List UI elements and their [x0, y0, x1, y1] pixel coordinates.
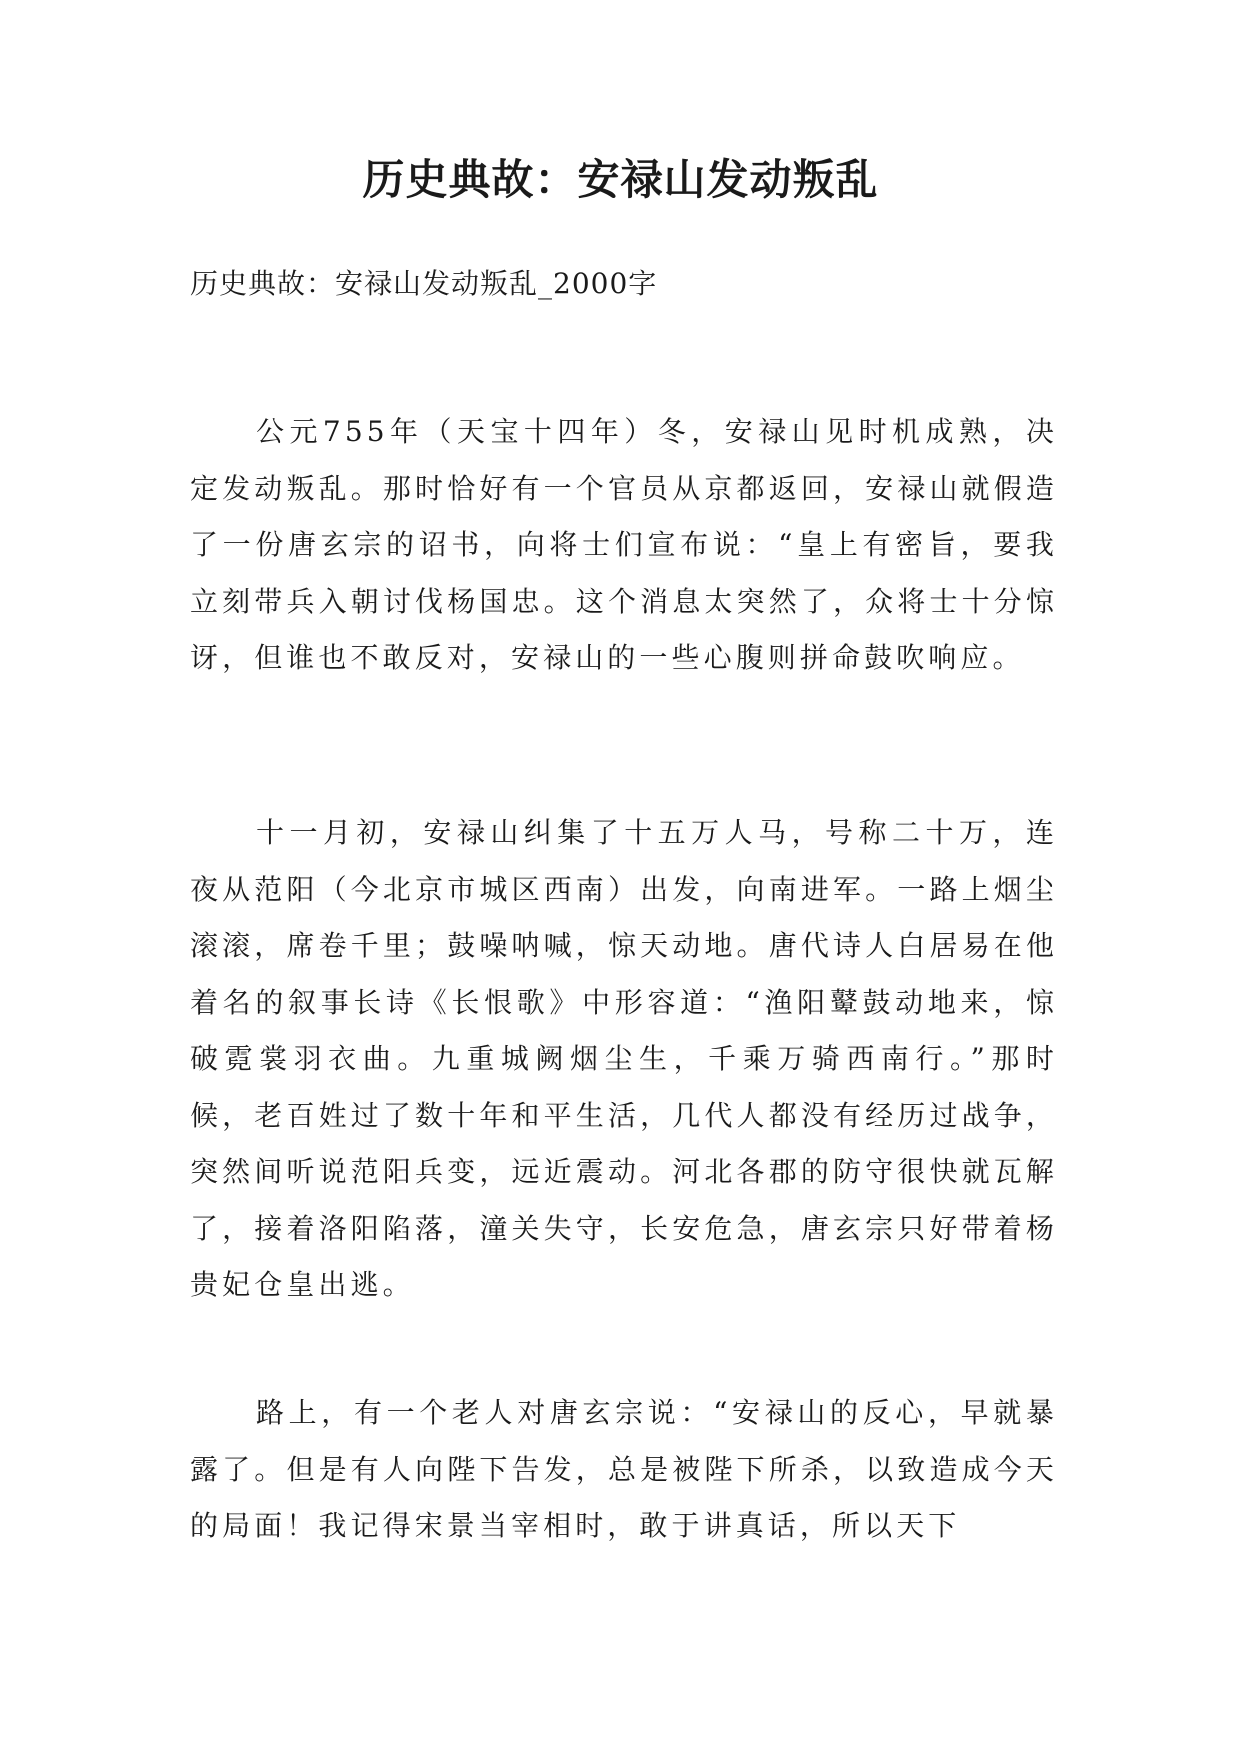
- paragraph-1: 公元755年（天宝十四年）冬，安禄山见时机成熟，决定发动叛乱。那时恰好有一个官员从京都返回，安禄山就假造了一份唐玄宗的诏书，向将士们宣布说：“皇上有密旨，要我立刻带兵入朝讨伐杨国忠。这个消息太突然了，众将士十分惊讶，但谁也不敢反对，安禄山的一些心腹则拼命鼓吹响应。: [190, 415, 1058, 674]
- paragraph-3: 路上，有一个老人对唐玄宗说：“安禄山的反心，早就暴露了。但是有人向陛下告发，总是被陛下所杀，以致造成今天的局面！我记得宋景当宰相时，敢于讲真话，所以天下: [190, 1396, 1058, 1542]
- paragraph-2: 十一月初，安禄山纠集了十五万人马，号称二十万，连夜从范阳（今北京市城区西南）出发，向南进军。一路上烟尘滚滚，席卷千里；鼓噪呐喊，惊天动地。唐代诗人白居易在他着名的叙事长诗《长恨歌》中形容道：“渔阳鼙鼓动地来，惊破霓裳羽衣曲。九重城阙烟尘生，千乘万骑西南行。”那时候，老百姓过了数十年和平生活，几代人都没有经历过战争，突然间听说范阳兵变，远近震动。河北各郡的防守很快就瓦解了，接着洛阳陷落，潼关失守，长安危急，唐玄宗只好带着杨贵妃仓皇出逃。: [190, 816, 1058, 1301]
- document-title: 历史典故：安禄山发动叛乱: [362, 155, 879, 204]
- document-subtitle: 历史典故：安禄山发动叛乱_2000字: [190, 267, 658, 300]
